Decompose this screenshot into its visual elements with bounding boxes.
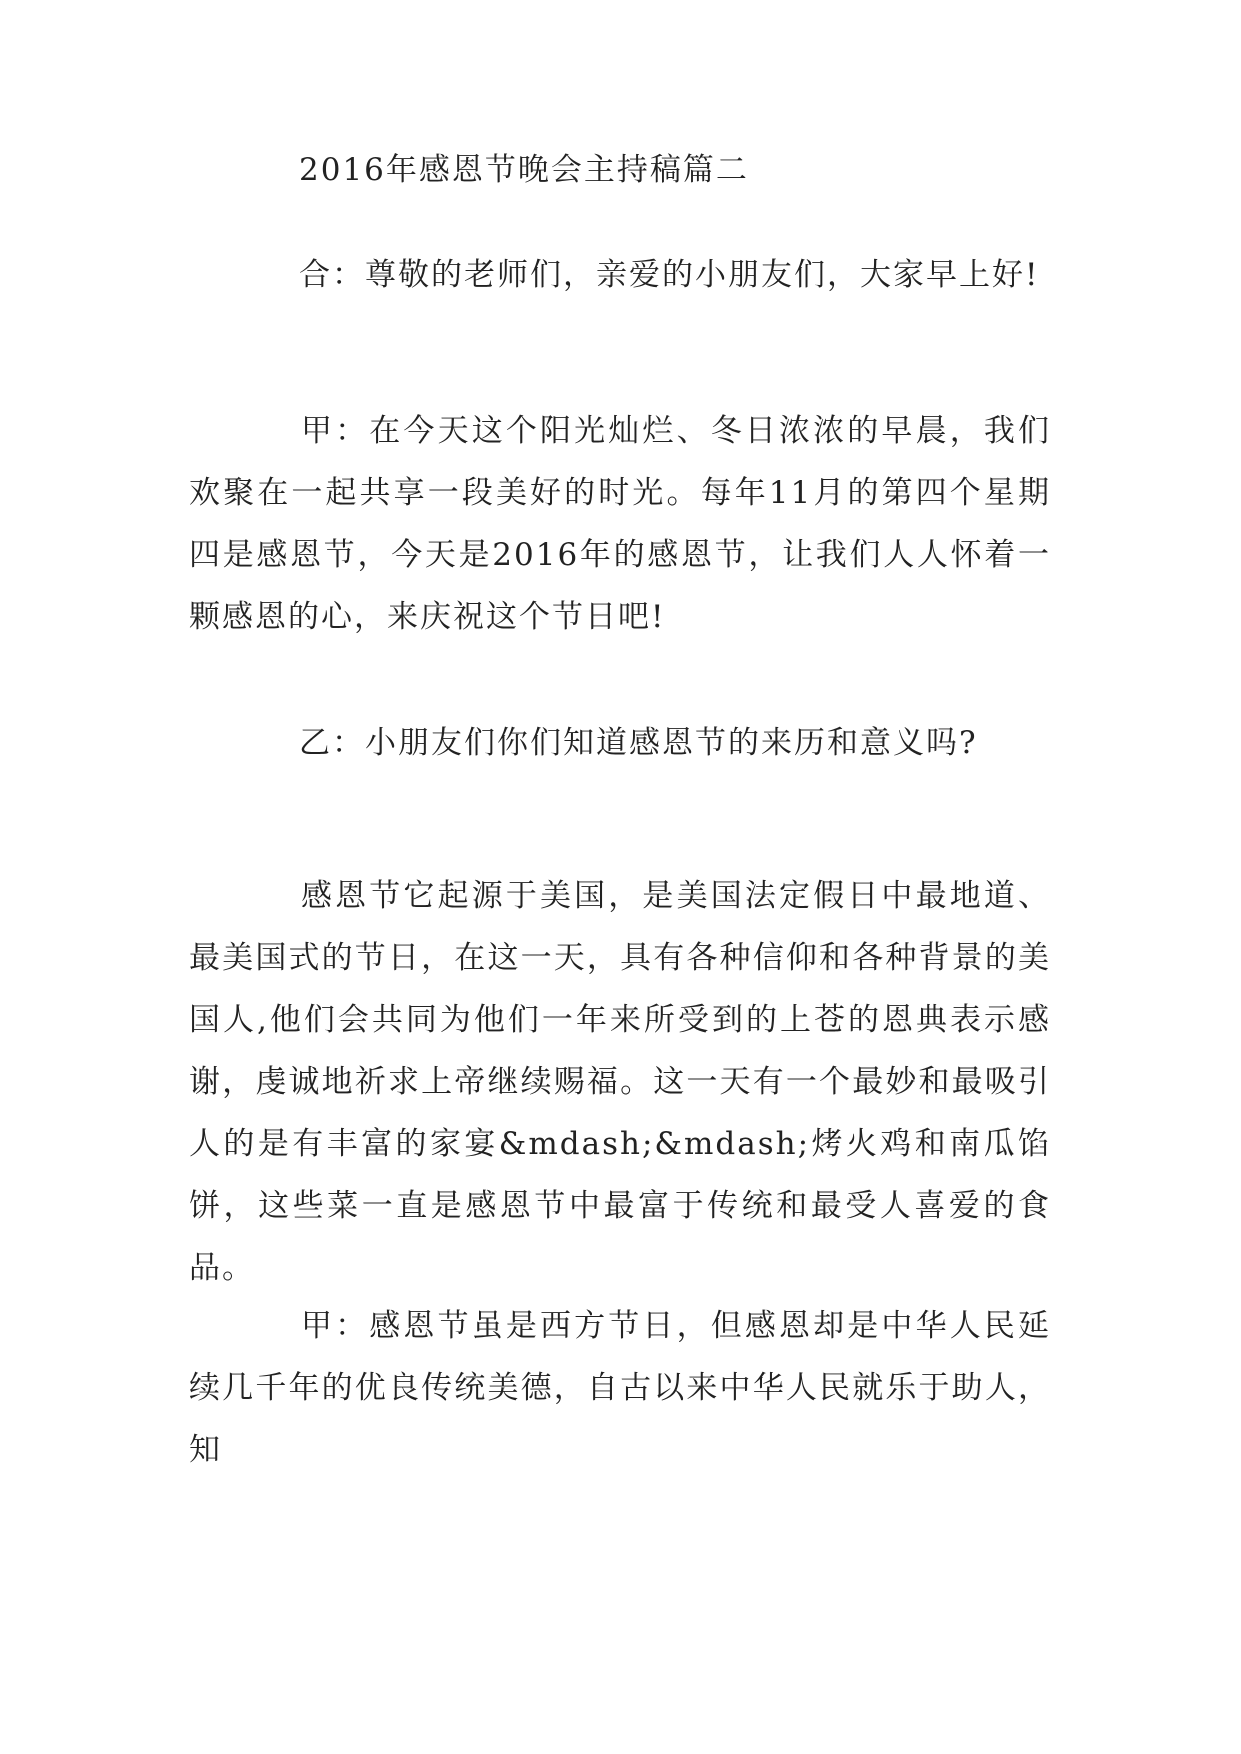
paragraph-jia-opening: 甲：在今天这个阳光灿烂、冬日浓浓的早晨，我们欢聚在一起共享一段美好的时光。每年11月的第四个星期四是感恩节，今天是2016年的感恩节，让我们人人怀着一颗感恩的心，来庆祝这个节日吧! (189, 413, 1051, 635)
paragraph-greeting: 合：尊敬的老师们，亲爱的小朋友们，大家早上好! (299, 257, 1040, 293)
paragraph-jia-tradition: 甲：感恩节虽是西方节日，但感恩却是中华人民延续几千年的优良传统美德，自古以来中华人民就乐于助人，知 (189, 1308, 1051, 1468)
paragraph-thanksgiving-origin: 感恩节它起源于美国，是美国法定假日中最地道、最美国式的节日，在这一天，具有各种信仰和各种背景的美国人,他们会共同为他们一年来所受到的上苍的恩典表示感谢，虔诚地祈求上帝继续赐福。这一天有一个最妙和最吸引人的是有丰富的家宴&mdash;&mdash;烤火鸡和南瓜馅饼，这些菜一直是感恩节中最富于传统和最受人喜爱的食品。 (189, 878, 1051, 1286)
paragraph-yi-question: 乙：小朋友们你们知道感恩节的来历和意义吗? (299, 725, 978, 761)
document-title: 2016年感恩节晚会主持稿篇二 (299, 152, 749, 188)
